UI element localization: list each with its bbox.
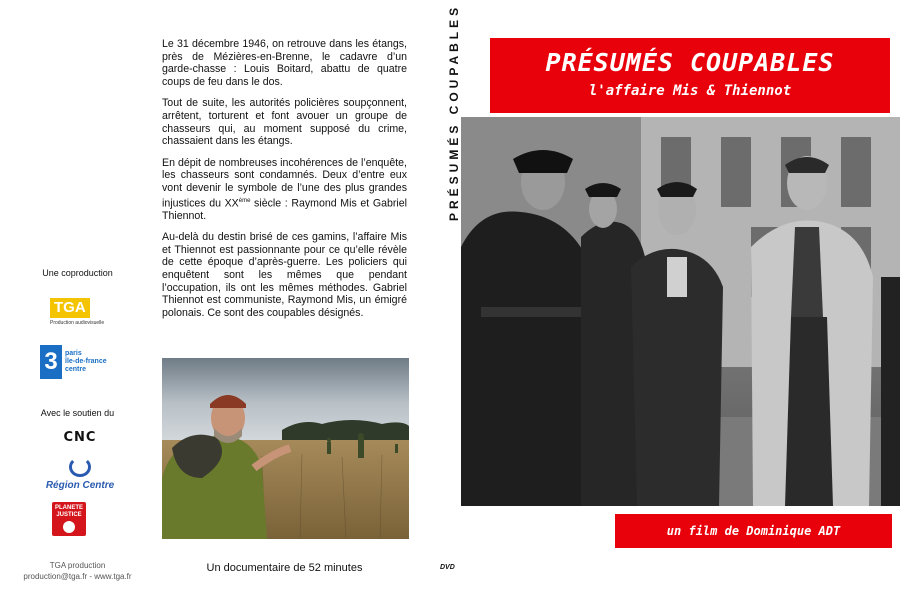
synopsis-p3-part-a: En dépit de nombreuses incohérences de l’enquête, les chasseurs sont condamnés. Deux d’entre eux vont devenir le symbole de l’une des plus grandes injustices du XX	[162, 156, 407, 210]
synopsis-text	[162, 38, 407, 328]
synopsis-paragraph-1: Le 31 décembre 1946, on retrouve dans les étangs, près de Mézières-en-Brenne, le cadavre d’un garde-chasse : Louis Boitard, abattu de quatre coups de feu dans le dos.	[162, 38, 407, 88]
spine-title: PRÉSUMÉS COUPABLES	[447, 3, 461, 221]
france3-text-line3: centre	[65, 366, 87, 373]
dvd-spine	[432, 0, 460, 609]
region-centre-text: Région Centre	[45, 480, 115, 491]
archive-photo-image	[461, 117, 900, 506]
planete-justice-logo	[52, 502, 86, 536]
tga-logo	[50, 298, 110, 330]
france3-text-line1: paris	[65, 350, 82, 357]
support-label: Avec le soutien du	[40, 408, 115, 418]
region-centre-icon	[69, 457, 91, 477]
planete-logo-line2: JUSTICE	[56, 512, 82, 518]
tga-logo-mark: TGA	[50, 298, 90, 318]
region-centre-logo	[40, 457, 120, 491]
dvd-logo: DVD	[440, 564, 455, 571]
synopsis-p3-part-b: siècle : Raymond Mis et Gabriel Thiennot.	[162, 197, 407, 222]
archive-photo	[461, 117, 900, 506]
france3-text-line2: île-de-france	[65, 358, 107, 365]
production-credits	[0, 560, 155, 582]
planete-globe-icon	[63, 521, 75, 533]
synopsis-p3-superscript: ème	[238, 197, 251, 204]
france3-logo-text	[65, 350, 107, 374]
credits-line2: production@tga.fr - www.tga.fr	[23, 572, 132, 581]
synopsis-paragraph-3	[162, 157, 407, 223]
cnc-logo: CNC	[63, 430, 97, 445]
director-field-photo	[162, 358, 409, 539]
partners-column	[0, 0, 160, 609]
film-credit-banner	[615, 514, 892, 548]
documentary-length: Un documentaire de 52 minutes	[206, 562, 363, 574]
field-photo-image	[162, 358, 409, 539]
planete-logo-line1: PLANETE	[54, 505, 83, 511]
cover-subtitle: l'affaire Mis & Thiennot	[588, 83, 792, 99]
tga-logo-subtitle: Production audiovisuelle	[50, 320, 105, 326]
france3-logo	[40, 344, 120, 380]
film-credit-text: un film de Dominique ADT	[666, 524, 841, 538]
coproduction-label: Une coproduction	[42, 268, 113, 278]
cover-title: PRÉSUMÉS COUPABLES	[545, 48, 835, 77]
france3-logo-mark: 3	[40, 345, 62, 379]
cover-title-banner	[490, 38, 890, 113]
credits-line1: TGA production	[49, 561, 106, 570]
synopsis-paragraph-4: Au-delà du destin brisé de ces gamins, l’affaire Mis et Thiennot est passionnante pour ce qu’elle révèle de cette époque d’après-guerre. Les policiers qui enquêtent sont les mêmes que pendant l’occupation, ils ont les mêmes méthodes. Gabriel Thiennot est communiste, Raymond Mis, un émigré polonais. Ce sont des coupables désignés.	[162, 231, 407, 319]
synopsis-paragraph-2: Tout de suite, les autorités policières soupçonnent, arrêtent, torturent et font avouer un groupe de chasseurs qui, au moment supposé du crime, chassaient dans les étangs.	[162, 97, 407, 148]
